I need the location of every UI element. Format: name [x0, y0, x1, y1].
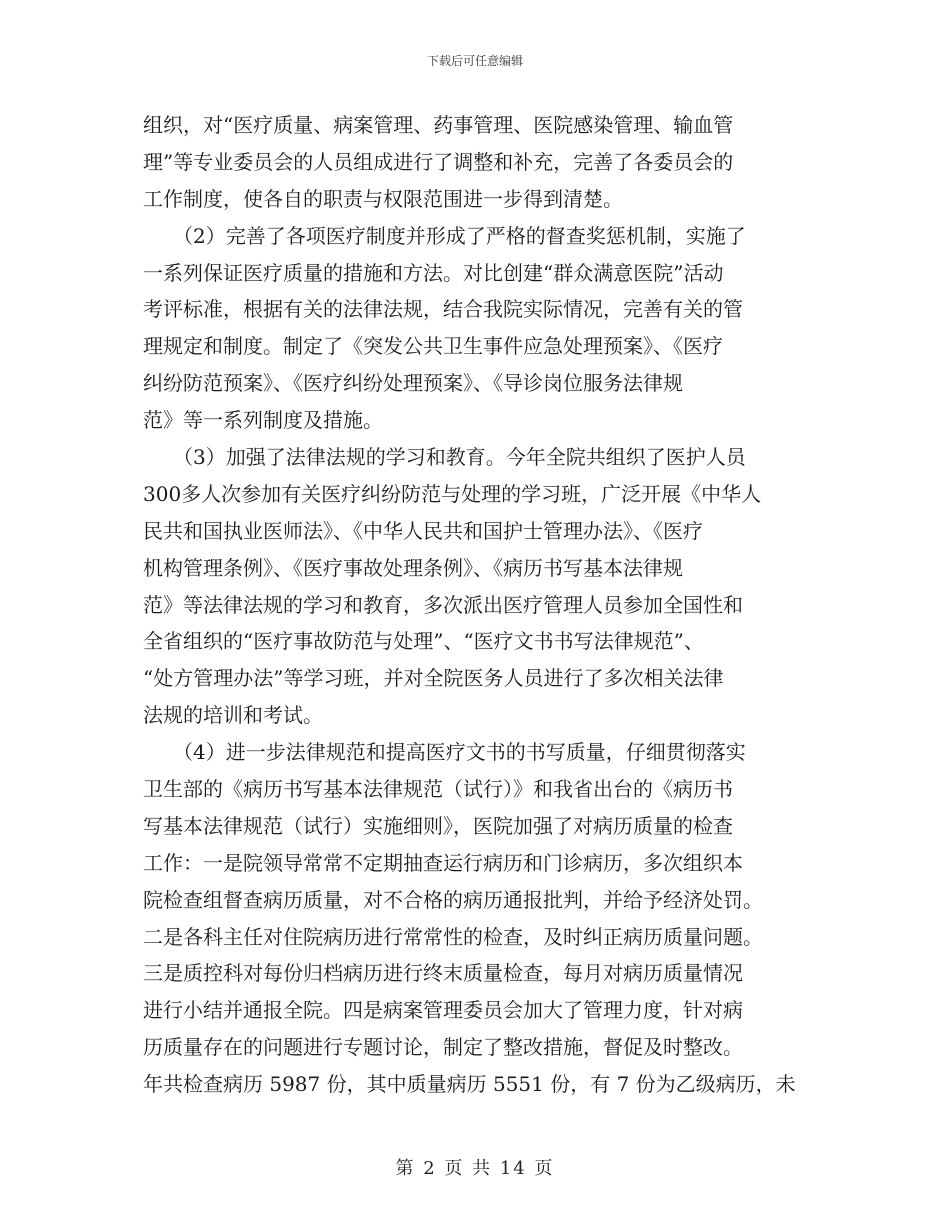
document-body: [143, 107, 807, 1103]
text-line: 民共和国执业医师法》、《中华人民共和国护士管理办法》、《医疗: [143, 518, 703, 543]
text-line: 工作制度，使各自的职责与权限范围进一步得到清楚。: [143, 186, 623, 211]
text-line: 纠纷防范预案》、《医疗纠纷处理预案》、《导诊岗位服务法律规: [143, 371, 683, 396]
text-line: 理规定和制度。制定了《突发公共卫生事件应急处理预案》、《医疗: [143, 334, 723, 359]
page-number: 第 2 页 共 14 页: [395, 1158, 555, 1179]
header-note: 下载后可任意编辑: [426, 54, 523, 68]
text-line: 范》等法律法规的学习和教育，多次派出医疗管理人员参加全国性和: [143, 592, 743, 617]
text-line: （3）加强了法律法规的学习和教育。今年全院共组织了医护人员: [143, 445, 746, 470]
text-line: 机构管理条例》、《医疗事故处理条例》、《病历书写基本法律规: [143, 555, 683, 580]
text-line: 写基本法律规范（试行）实施细则》，医院加强了对病历质量的检查: [143, 813, 733, 838]
text-line: （4）进一步法律规范和提高医疗文书的书写质量，仔细贯彻落实: [143, 740, 746, 765]
text-line: 二是各科主任对住院病历进行常常性的检查，及时纠正病历质量问题。: [143, 924, 763, 949]
text-line: 范》等一系列制度及措施。: [143, 408, 383, 433]
text-line: 三是质控科对每份归档病历进行终末质量检查，每月对病历质量情况: [143, 961, 743, 986]
text-line: 院检查组督查病历质量，对不合格的病历通报批判，并给予经济处罚。: [143, 887, 763, 912]
text-line: （2）完善了各项医疗制度并形成了严格的督查奖惩机制，实施了: [143, 223, 746, 248]
text-line: “处方管理办法”等学习班，并对全院医务人员进行了多次相关法律: [143, 666, 724, 691]
text-line: 理”等专业委员会的人员组成进行了调整和补充，完善了各委员会的: [143, 149, 734, 174]
text-line: 历质量存在的问题进行专题讨论，制定了整改措施，督促及时整改。: [143, 1035, 743, 1060]
text-line: 考评标准，根据有关的法律法规，结合我院实际情况，完善有关的管: [143, 297, 743, 322]
text-line: 组织，对“医疗质量、病案管理、药事管理、医院感染管理、输血管: [143, 113, 734, 137]
text-line: 进行小结并通报全院。四是病案管理委员会加大了管理力度，针对病: [143, 998, 743, 1023]
text-line: 全省组织的“医疗事故防范与处理”、“医疗文书书写法律规范”、: [143, 629, 704, 654]
text-line: 法规的培训和考试。: [143, 703, 323, 728]
text-line: 300多人次参加有关医疗纠纷防范与处理的学习班，广泛开展《中华人: [143, 481, 762, 506]
text-line: 一系列保证医疗质量的措施和方法。对比创建“群众满意医院”活动: [143, 260, 724, 285]
text-line: 年共检查病历 5987 份，其中质量病历 5551 份，有 7 份为乙级病历，未: [143, 1072, 796, 1097]
text-line: 卫生部的《病历书写基本法律规范（试行）》和我省出台的《病历书: [143, 777, 733, 802]
text-line: 工作：一是院领导常常不定期抽查运行病历和门诊病历，多次组织本: [143, 850, 743, 875]
